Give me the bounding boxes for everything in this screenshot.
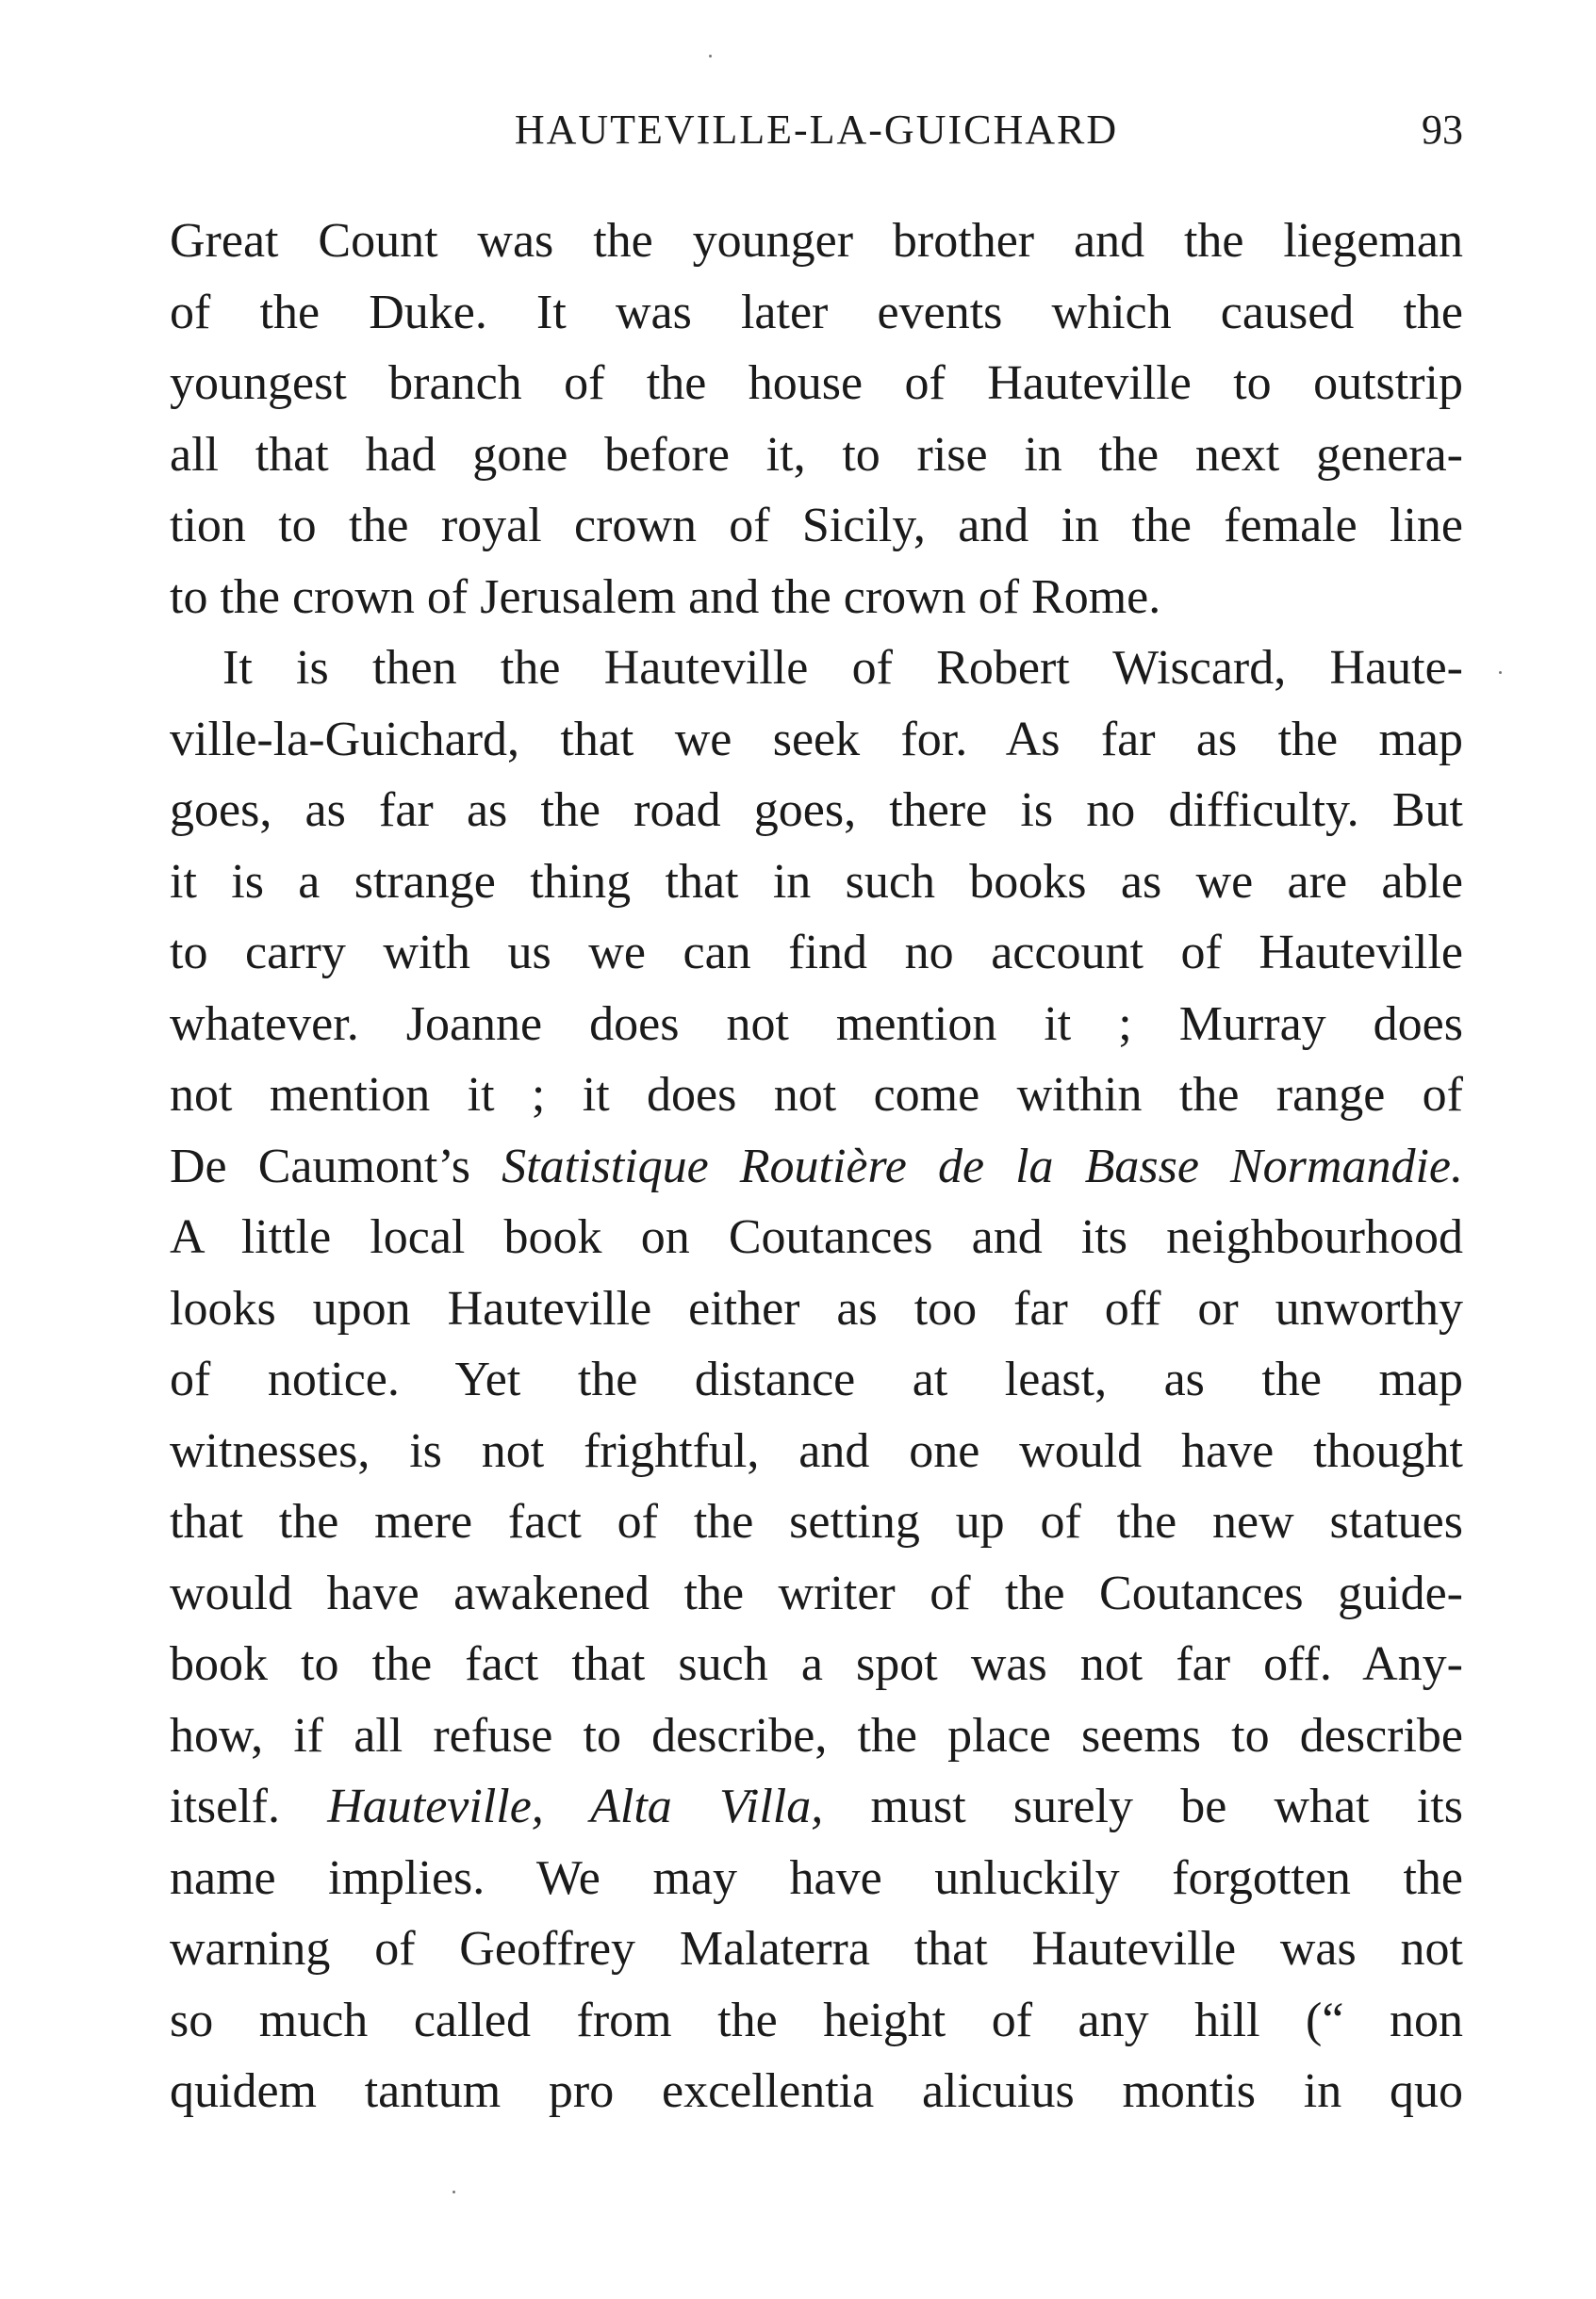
- text-line: goes, as far as the road goes, there is no difficulty. But: [170, 783, 1463, 837]
- text-run: De Caumont’s: [170, 1139, 502, 1193]
- paper-speck: [452, 2191, 455, 2193]
- text-line: warning of Geoffrey Malaterra that Hauteville was not: [170, 1922, 1463, 1976]
- text-line: book to the fact that such a spot was not far off. Any-: [170, 1637, 1463, 1691]
- text-run: must surely be what its: [823, 1780, 1463, 1833]
- paper-speck: [1499, 671, 1502, 674]
- text-line: so much called from the height of any hill (“ non: [170, 1993, 1463, 2047]
- text-line: that the mere fact of the setting up of the new statues: [170, 1495, 1463, 1549]
- text-line: all that had gone before it, to rise in the next genera-: [170, 427, 1463, 482]
- italic-phrase: Hauteville, Alta Villa,: [327, 1780, 824, 1833]
- text-line: it is a strange thing that in such books as we are able: [170, 854, 1463, 909]
- text-line: name implies. We may have unluckily forgotten the: [170, 1850, 1463, 1905]
- italic-title: Statistique Routière de la Basse Normandie.: [502, 1139, 1463, 1193]
- text-line: youngest branch of the house of Hauteville to outstrip: [170, 356, 1463, 410]
- text-line: Great Count was the younger brother and the liegeman: [170, 214, 1463, 268]
- text-line: to the crown of Jerusalem and the crown of Rome.: [170, 569, 1161, 624]
- text-line: quidem tantum pro excellentia alicuius montis in quo: [170, 2064, 1463, 2118]
- text-line: to carry with us we can find no account of Hauteville: [170, 926, 1463, 979]
- text-line: It is then the Hauteville of Robert Wiscard, Haute-: [222, 641, 1463, 695]
- text-line: of notice. Yet the distance at least, as the map: [170, 1353, 1463, 1406]
- text-line: would have awakened the writer of the Coutances guide-: [170, 1566, 1463, 1620]
- text-line: ville-la-Guichard, that we seek for. As far as the map: [170, 712, 1463, 766]
- text-line: whatever. Joanne does not mention it ; Murray does: [170, 996, 1463, 1051]
- text-run: itself.: [170, 1780, 328, 1833]
- body-text: [170, 205, 1463, 2127]
- page-number: 93: [1422, 107, 1463, 153]
- text-line: witnesses, is not frightful, and one would have thought: [170, 1423, 1463, 1478]
- paper-speck: [709, 55, 712, 57]
- text-line: A little local book on Coutances and its neighbourhood: [170, 1210, 1463, 1264]
- text-line: how, if all refuse to describe, the place seems to describe: [170, 1708, 1463, 1763]
- text-line: tion to the royal crown of Sicily, and in the female line: [170, 499, 1463, 552]
- text-line: [170, 1771, 1463, 1843]
- text-line: not mention it ; it does not come within the range of: [170, 1068, 1463, 1122]
- text-line: looks upon Hauteville either as too far off or unworthy: [170, 1281, 1463, 1336]
- running-head: [170, 106, 1463, 162]
- text-line: [170, 1131, 1463, 1203]
- text-line: of the Duke. It was later events which caused the: [170, 285, 1463, 339]
- running-title: HAUTEVILLE-LA-GUICHARD: [514, 107, 1119, 153]
